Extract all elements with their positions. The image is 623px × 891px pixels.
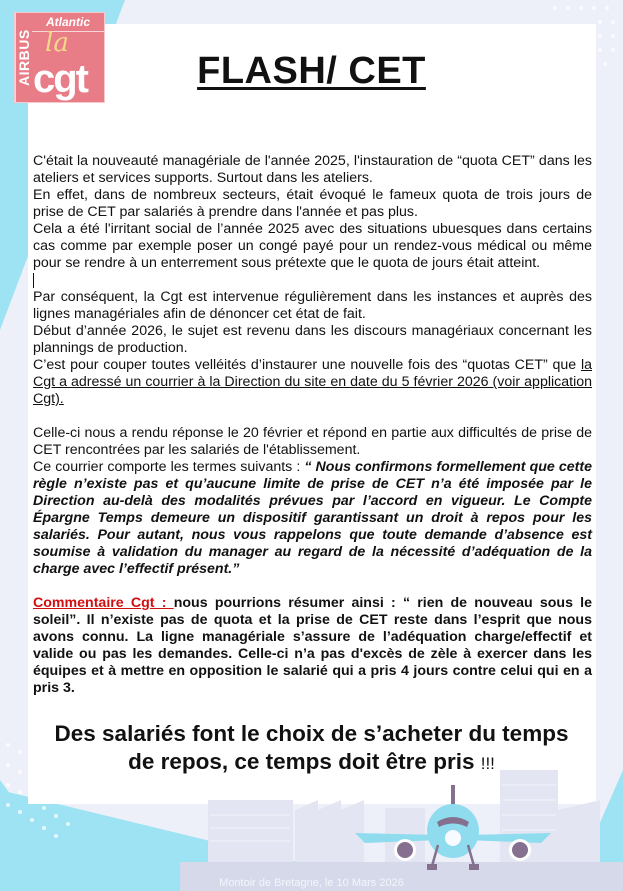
paragraph-quota: En effet, dans de nombreux secteurs, était évoqué le fameux quota de trois jours de prise de CET par salariés à prendre dans l'année et pas plus. — [33, 187, 592, 220]
paragraph-response: Celle-ci nous a rendu réponse le 20 février et répond en partie aux difficultés de prise de CET rencontrées par les salariés de l'établissement. — [33, 425, 592, 458]
slogan-line-2 — [20, 748, 603, 778]
paragraph-quote — [33, 459, 592, 578]
paragraph-2026: Début d’année 2026, le sujet est revenu dans les discours managériaux concernant les plannings de production. — [33, 323, 592, 356]
quote-intro: Ce courrier comporte les termes suivants : — [33, 459, 305, 475]
slogan — [20, 720, 603, 778]
paragraph-irritant: Cela a été l'irritant social de l’année 2025 avec des situations ubuesques dans certains cas comme par exemple poser un congé payé pour un rendez-vous médical ou même pour se rendre à un enterrement sous prétexte que le quota de jours était atteint. — [33, 221, 592, 271]
logo-airbus-text: AIRBUS — [15, 13, 32, 102]
paragraph-intro: C'était la nouveauté managériale de l'année 2025, l'instauration de “quota CET” dans les ateliers et services supports. Surtout dans les ateliers. — [33, 153, 592, 186]
spacer — [33, 408, 592, 425]
logo-atlantic-text: Atlantic — [32, 13, 104, 32]
paragraph-cgt-intervention: Par conséquent, la Cgt est intervenue régulièrement dans les instances et auprès des lignes managériales afin de dénoncer cet état de fait. — [33, 289, 592, 322]
slogan-exclamation: !!! — [480, 754, 495, 773]
document-body — [33, 153, 592, 697]
commentary-label: Commentaire Cgt : — [33, 595, 174, 611]
slogan-line-2-text: de repos, ce temps doit être pris — [128, 749, 481, 774]
text-cursor — [33, 273, 34, 288]
slogan-line-1: Des salariés font le choix de s’acheter du temps — [54, 721, 569, 746]
paragraph-courrier — [33, 357, 592, 408]
logo-cgt-text: cgt — [33, 57, 87, 101]
page-title: FLASH/ CET — [197, 50, 426, 92]
spacer — [33, 578, 592, 595]
courrier-text: C’est pour couper toutes velléités d’instaurer une nouvelle fois des “quotas CET” que — [33, 357, 581, 373]
text-cursor-line — [33, 272, 592, 289]
direction-quote: “ Nous confirmons formellement que cette règle n’existe pas et qu’aucune limite de prise de CET n’a été imposée par le Direction au-delà des modalités prévues par l’accord en vigueur. Le Compte Épargne Temps demeure un dispositif garantissant un droit à repos pour les salariés. Pour autant, nous vous rappelons que toute demande d’absence est soumise à validation du manager au regard de la nécessité d’adéquation de la charge avec l’effectif présent.” — [33, 459, 592, 577]
footer-date: Montoir de Bretagne, le 10 Mars 2026 — [219, 877, 404, 889]
logo-la-text: la — [45, 28, 69, 58]
courrier-link-text: la Cgt a adressé un courrier à la Direction du site en date du 5 février 2026 (voir application Cgt). — [33, 357, 592, 407]
commentary-text: nous pourrions résumer ainsi : “ rien de nouveau sous le soleil”. Il n’existe pas de quota et la prise de CET reste dans l’esprit que nous avons connu. La ligne managériale s’assure de l’adéquation charge/effectif et valide ou pas les demandes. Celle-ci n’a pas d'excès de zèle à exercer dans les équipes et à mettre en opposition le salarié qui a pris 4 jours contre celui qui en a pris 3. — [33, 595, 593, 696]
paragraph-commentary — [33, 595, 592, 697]
